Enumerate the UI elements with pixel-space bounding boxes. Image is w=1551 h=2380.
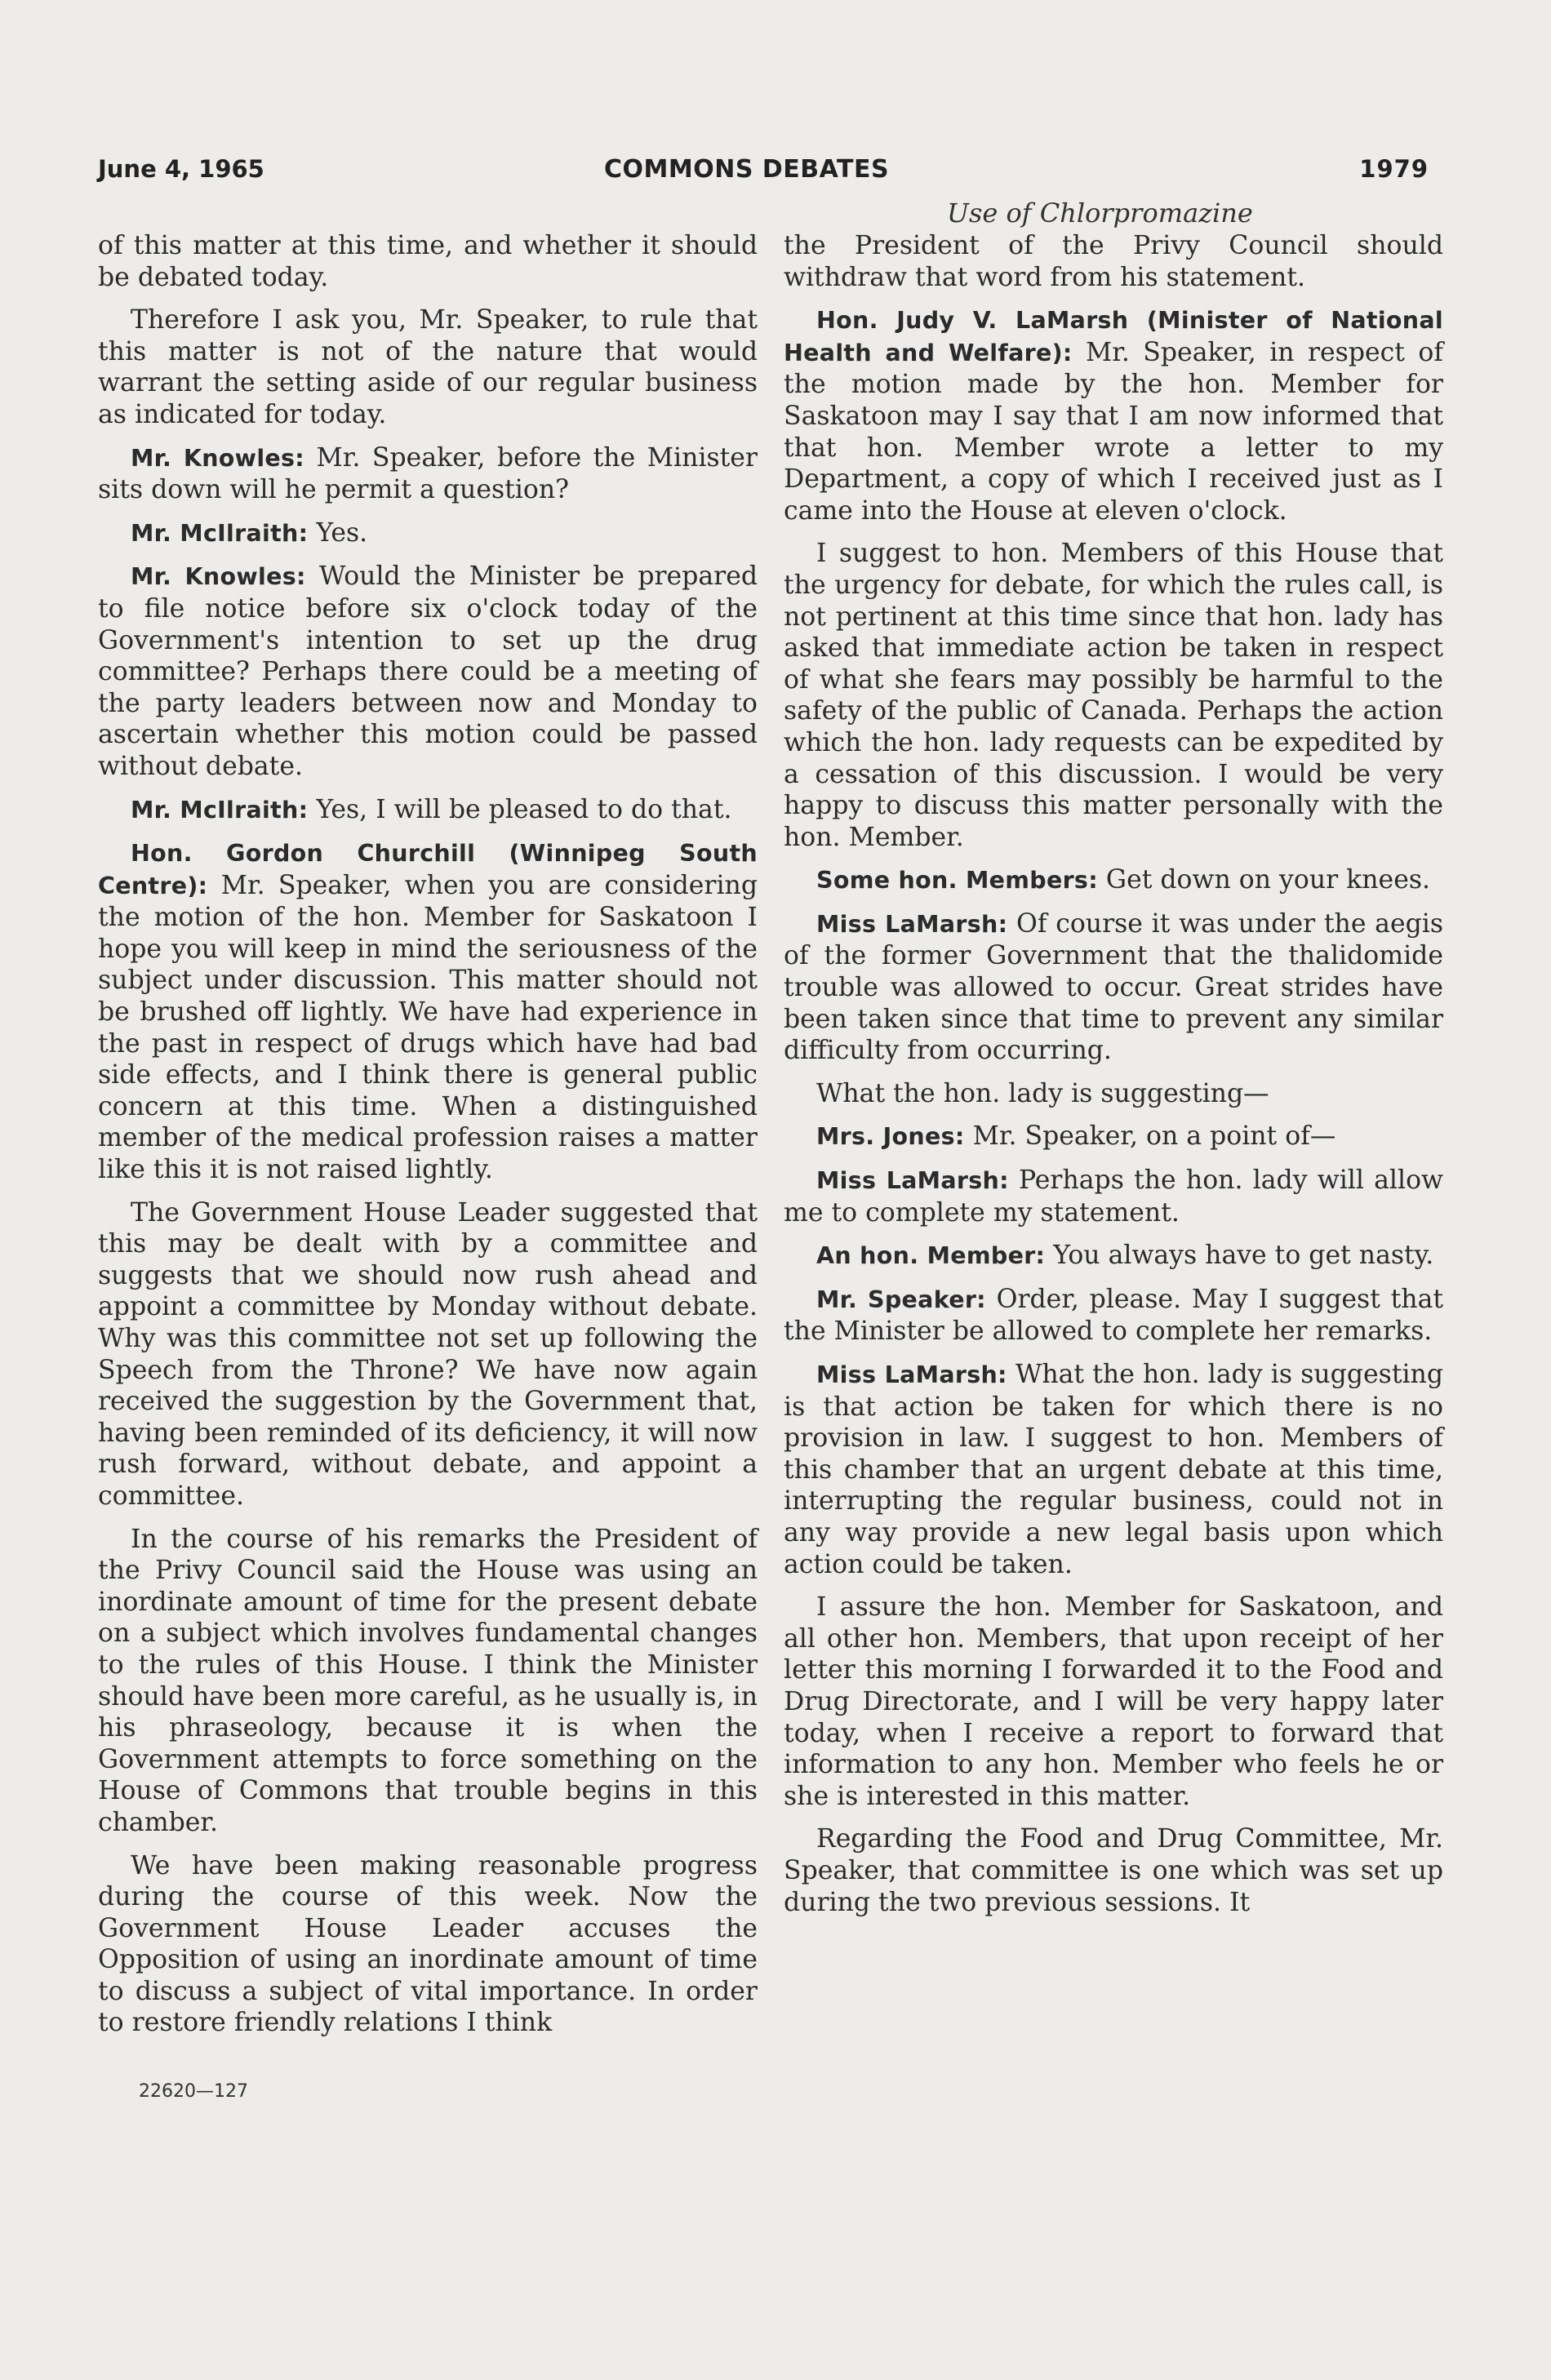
paragraph: Therefore I ask you, Mr. Speaker, to rule that this matter is not of the nature that would warrant the setting aside of our regular business as indicated for today.: [98, 305, 758, 429]
speaker-label: Mrs. Jones:: [816, 1123, 965, 1151]
speaker-label: Mr. McIlraith:: [131, 796, 309, 824]
speaker-label: Miss LaMarsh:: [816, 1167, 1009, 1195]
paragraph: Mr. McIlraith: Yes.: [131, 517, 368, 548]
paragraph: I suggest to hon. Members of this House that the urgency for debate, for which the rules call, is not pertinent at this time since that hon. lady has asked that immediate action be taken in respect of what she fears may possibly be harmful to the safety of the public of Canada. Perhaps the action which the hon. lady requests can be expedited by a cessation of this discussion. I would be very happy to discuss this matter personally with the hon. Member.: [784, 539, 1443, 852]
paragraph: Mrs. Jones: Mr. Speaker, on a point of—: [816, 1121, 1336, 1152]
header-title: COMMONS DEBATES: [604, 155, 890, 184]
paragraph: Hon. Judy V. LaMarsh (Minister of National Health and Welfare): Mr. Speaker, in respect of the motion made by the hon. Member for Saskatoon may I say that I am now informed that that hon. Member wrote a letter to my Department, a copy of which I received just as I came into the House at eleven o'clock.: [784, 307, 1443, 526]
paragraph: Hon. Gordon Churchill (Winnipeg South Centre): Mr. Speaker, when you are considering the motion of the hon. Member for Saskatoon I hope you will keep in mind the seriousness of the subject under discussion. This matter should not be brushed off lightly. We have had experience in the past in respect of drugs which have had bad side effects, and I think there is general public concern at this time. When a distinguished member of the medical profession raises a matter like this it is not raised lightly.: [98, 840, 758, 1185]
paragraph: Miss LaMarsh: Perhaps the hon. lady will allow me to complete my statement.: [784, 1166, 1444, 1228]
paragraph: the President of the Privy Council should withdraw that word from his statement.: [784, 231, 1443, 292]
paragraph: The Government House Leader suggested that this may be dealt with by a committee and suggests that we should now rush ahead and appoint a committee by Monday without debate. Why was this committee not set up following the Speech from the Throne? We have now again received the suggestion by the Government that, having been reminded of its deficiency, it will now rush forward, without debate, and appoint a committee.: [98, 1197, 758, 1511]
speaker-label: Miss LaMarsh:: [816, 910, 1008, 938]
paragraph: Some hon. Members: Get down on your knees.: [816, 865, 1431, 895]
paragraph: An hon. Member: You always have to get nasty.: [816, 1241, 1434, 1271]
page-number: 1979: [1359, 155, 1429, 183]
paragraph: of this matter at this time, and whether it should be debated today.: [98, 231, 758, 292]
speaker-label: Mr. McIlraith:: [131, 519, 309, 547]
speaker-label: Hon. Gordon Churchill (Winnipeg South Centre):: [98, 840, 758, 899]
speaker-label: Some hon. Members:: [816, 867, 1098, 895]
paragraph: Mr. Knowles: Mr. Speaker, before the Minister sits down will he permit a question?: [98, 442, 758, 505]
running-head: Use of Chlorpromazine: [947, 198, 1253, 229]
paragraph: Mr. Knowles: Would the Minister be prepared to file notice before six o'clock today of the Government's intention to set up the drug committee? Perhaps there could be a meeting of the party leaders between now and Monday to ascertain whether this motion could be passed without debate.: [98, 562, 758, 781]
speaker-label: Hon. Judy V. LaMarsh (Minister of National Health and Welfare):: [784, 307, 1443, 366]
paragraph: I assure the hon. Member for Saskatoon, and all other hon. Members, that upon receipt of her letter this morning I forwarded it to the Food and Drug Directorate, and I will be very happy later today, when I receive a report to forward that information to any hon. Member who feels he or she is interested in this matter.: [784, 1592, 1443, 1811]
header-date: June 4, 1965: [98, 155, 264, 183]
paragraph: Mr. Speaker: Order, please. May I suggest that the Minister be allowed to complete her remarks.: [784, 1284, 1444, 1347]
left-column: [98, 230, 758, 2050]
paragraph: What the hon. lady is suggesting—: [816, 1078, 1269, 1108]
paragraph: Mr. McIlraith: Yes, I will be pleased to do that.: [131, 794, 732, 824]
speaker-label: Mr. Speaker:: [816, 1285, 986, 1313]
speaker-label: An hon. Member:: [816, 1242, 1046, 1270]
paragraph: Miss LaMarsh: Of course it was under the aegis of the former Government that the thalidomide trouble was allowed to occur. Great strides have been taken since that time to prevent any similar difficulty from occurring.: [784, 908, 1444, 1066]
speaker-label: Mr. Knowles:: [131, 444, 304, 472]
paragraph: We have been making reasonable progress during the course of this week. Now the Government House Leader accuses the Opposition of using an inordinate amount of time to discuss a subject of vital importance. In order to restore friendly relations I think: [98, 1850, 758, 2038]
paragraph: Miss LaMarsh: What the hon. lady is suggesting is that action be taken for which there is no provision in law. I suggest to hon. Members of this chamber that an urgent debate at this time, interrupting the regular business, could not in any way provide a new legal basis upon which action could be taken.: [784, 1360, 1444, 1579]
paragraph: Regarding the Food and Drug Committee, Mr. Speaker, that committee is one which was set up during the two previous sessions. It: [784, 1824, 1443, 1917]
speaker-label: Mr. Knowles:: [131, 563, 306, 591]
paragraph: In the course of his remarks the President of the Privy Council said the House was using an inordinate amount of time for the present debate on a subject which involves fundamental changes to the rules of this House. I think the Minister should have been more careful, as he usually is, in his phraseology, because it is when the Government attempts to force something on the House of Commons that trouble begins in this chamber.: [98, 1524, 758, 1837]
speaker-label: Miss LaMarsh:: [816, 1361, 1007, 1388]
right-column: [784, 230, 1443, 1929]
footer-code: 22620—127: [139, 2081, 248, 2102]
